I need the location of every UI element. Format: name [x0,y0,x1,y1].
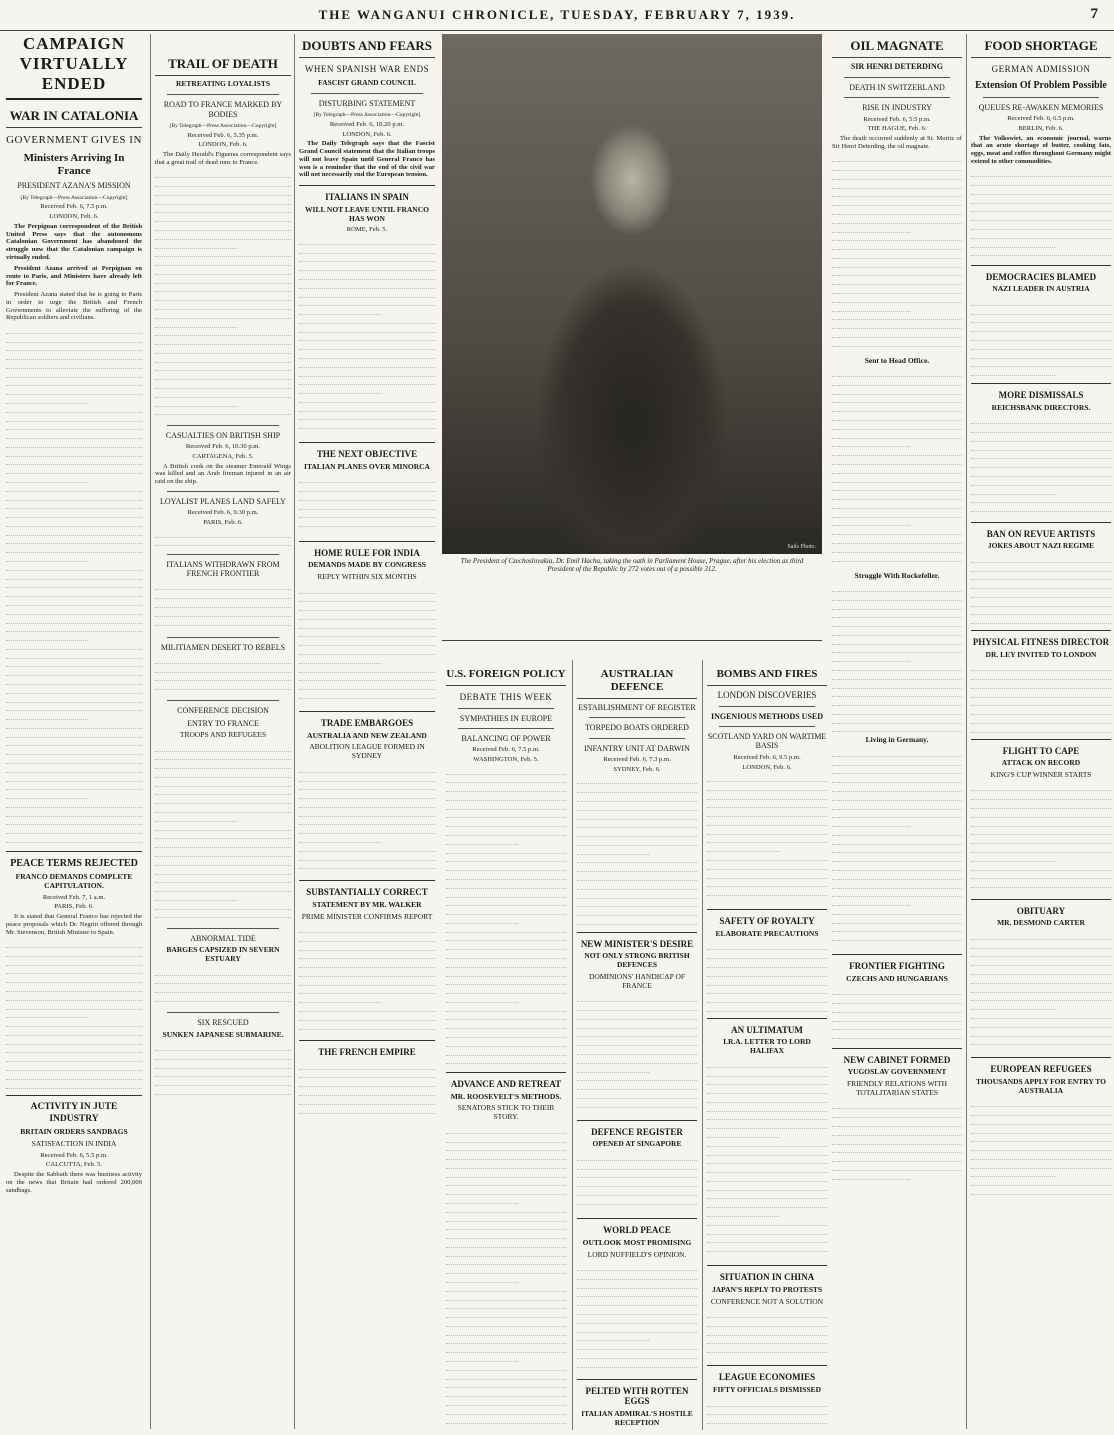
dateline: LONDON, Feb. 6. [742,763,792,771]
received-line: Received Feb. 6, 5.5 p.m. [863,115,931,123]
subhead-disturbing: DISTURBING STATEMENT [318,98,416,108]
column-6 [702,660,831,1430]
headline-french-empire: THE FRENCH EMPIRE [318,1047,416,1058]
article-body-text [707,1398,827,1430]
received-line: Received Feb. 6, 7.5 p.m. [40,203,108,211]
subhead-desmond-carter: MR. DESMOND CARTER [997,918,1085,928]
subhead-minorca: ITALIAN PLANES OVER MINORCA [304,461,430,471]
article-body-text [577,1263,697,1373]
headline-war-catalonia: WAR IN CATALONIA [6,108,142,128]
dateline: THE HAGUE, Feb. 6. [867,125,927,133]
subhead-not-solution: CONFERENCE NOT A SOLUTION [710,1296,824,1306]
article-body-text [707,942,827,1012]
article-body-text [577,994,697,1114]
headline-jute: ACTIVITY IN JUTE INDUSTRY [30,1102,118,1124]
subhead-singapore: OPENED AT SINGAPORE [592,1139,682,1149]
headline-trade-embargoes: TRADE EMBARGOES [320,717,414,728]
article-body-text [707,1059,827,1259]
headline-new-minister: NEW MINISTER'S DESIRE [580,938,694,949]
subhead-nazi-leader: NAZI LEADER IN AUSTRIA [992,284,1090,294]
headline-new-cabinet: NEW CABINET FORMED [843,1054,951,1065]
subhead-satisfaction: SATISFACTION IN INDIA [31,1138,117,1148]
article-body-text [832,1101,962,1181]
subhead-attack-record: ATTACK ON RECORD [1001,758,1081,768]
headline-six-rescued: SIX RESCUED [197,1018,249,1028]
headline-oil-magnate: OIL MAGNATE [832,38,962,58]
article-body-text [446,1125,566,1425]
dateline: BERLIN, Feb. 6. [1018,124,1064,132]
headline-us-foreign-policy: U.S. FOREIGN POLICY [446,668,566,686]
subhead-fascist-council: FASCIST GRAND COUNCIL [318,77,416,87]
column-7 [828,34,966,1429]
received-line: Received Feb. 6, 5.5 p.m. [40,1151,108,1159]
headline-situation-china: SITUATION IN CHINA [719,1272,815,1283]
headline-bombs-fires: BOMBS AND FIRES [707,668,827,686]
column-5 [572,660,701,1430]
subhead-dominions: DOMINIONS' HANDICAP OF FRANCE [588,972,686,990]
received-line: Received Feb. 6, 10.30 p.m. [185,443,261,451]
article-body-text [971,297,1111,377]
article-body-text [299,475,435,535]
headline-militiamen: MILITIAMEN DESERT TO REBELS [160,642,286,652]
subhead-outlook: OUTLOOK MOST PROMISING [582,1237,692,1247]
article-body-text [707,1309,827,1359]
dateline: CALCUTTA, Feb. 5. [45,1161,103,1169]
article-paragraph: The Volkswirt, an economic journal, warns that an acute shortage of butter, cooking fats, eggs, meat and coffee throughout Germany might extend to other commodities. [971,134,1111,165]
article-lead: The Perpignan correspondent of the British United Press says that the autonomous Catalonian Government has abandoned the struggle now that the Catalonian campaign is virtually ended. [6,222,142,261]
headline-world-peace: WORLD PEACE [603,1225,671,1236]
banner-headline: CAMPAIGN VIRTUALLY ENDED [6,34,142,100]
dateline: LONDON, Feb. 6. [198,141,248,149]
subhead-walker: STATEMENT BY MR. WALKER [312,899,422,909]
column-8 [966,34,1114,1429]
subhead-retreating: RETREATING LOYALISTS [176,79,270,89]
subhead-deterding: SIR HENRI DETERDING [850,62,944,72]
article-paragraph: President Azana stated that he is going to Paris in order to urge the British and French Governments to alleviate the suffering of the Republican soldiers and civilians. [6,291,142,322]
headline-physical-fitness: PHYSICAL FITNESS DIRECTOR [972,637,1110,648]
subhead-government: GOVERNMENT GIVES IN [6,134,142,147]
subhead-rise-industry: RISE IN INDUSTRY [862,103,932,113]
article-body-text [971,554,1111,624]
article-body-text [299,1061,435,1121]
subhead-fifty-officials: FIFTY OFFICIALS DISMISSED [712,1385,822,1395]
dateline: PARIS, Feb. 6. [203,519,243,527]
received-line: Received Feb. 6, 10.20 p.m. [329,120,405,128]
subhead-abolition: ABOLITION LEAGUE FORMED IN SYDNEY [309,742,425,761]
article-body-text [446,766,566,1066]
article-body-text [299,236,435,436]
article-body-text [155,1042,291,1102]
subhead-ingenious: INGENIOUS METHODS USED [710,711,824,721]
received-line: Received Feb. 6, 6.5 p.m. [1007,115,1075,123]
headline-substantially-correct: SUBSTANTIALLY CORRECT [306,887,428,898]
subhead-living-germany: Living in Germany. [865,735,929,745]
subhead-rockefeller: Struggle With Rockefeller. [854,570,940,580]
article-body-text [971,169,1111,259]
headline-trail-of-death: TRAIL OF DEATH [155,56,291,76]
headline-home-rule: HOME RULE FOR INDIA [314,547,420,558]
masthead-title: THE WANGANUI CHRONICLE, TUESDAY, FEBRUARY 7, 1939. [318,7,796,22]
subhead-troops: TROOPS AND REFUGEES [179,730,267,740]
received-line: Received Feb. 6, 5.35 p.m. [187,131,259,139]
headline-loyalist-planes: LOYALIST PLANES LAND SAFELY [160,496,286,506]
subhead-extension: Extension Of Problem Possible [975,79,1107,91]
subhead-when-war-ends: WHEN SPANISH WAR ENDS [304,64,430,75]
photo-caption: The President of Czechoslovakia, Dr. Emil Hacha, taking the oath in Parliament House, Prague, after his election as third President of the Republic by 272 votes out of a possible 312. [460,557,804,574]
headline-frontier-fighting: FRONTIER FIGHTING [849,961,945,972]
subhead-sandbags: BRITAIN ORDERS SANDBAGS [20,1126,128,1136]
column-1 [6,34,146,1429]
article-body-text [155,743,291,923]
headline-advance-retreat: ADVANCE AND RETREAT [450,1078,562,1089]
subhead-sympathies: SYMPATHIES IN EUROPE [459,713,553,723]
subhead-precautions: ELABORATE PRECAUTIONS [715,929,819,939]
subhead-establishment: ESTABLISHMENT OF REGISTER [578,702,696,712]
headline-pelted: PELTED WITH ROTTEN EGGS [585,1385,689,1407]
article-paragraph: President Azana arrived at Perpignan en route to Paris, and Ministers have already left for France. [6,264,142,288]
subhead-debate: DEBATE THIS WEEK [459,691,553,702]
dateline: WASHINGTON, Feb. 5. [473,756,539,764]
newspaper-masthead [0,0,1114,31]
dateline: PARIS, Feb. 6. [54,903,94,911]
subhead-six-months: REPLY WITHIN SIX MONTHS [317,572,417,582]
dateline: SYDNEY, Feb. 6. [613,766,661,774]
press-credit: [By Telegraph—Press Association—Copyright] [20,194,128,201]
received-line: Received Feb. 7, 1 a.m. [42,893,106,901]
headline-league-economies: LEAGUE ECONOMIES [718,1372,816,1383]
column-4 [442,660,570,1430]
subhead-head-office: Sent to Head Office. [864,355,930,365]
article-body-text [299,924,435,1034]
subhead-friendly-relations: FRIENDLY RELATIONS WITH TOTALITARIAN STATES [846,1079,948,1097]
subhead-torpedo: TORPEDO BOATS ORDERED [585,723,689,733]
headline-abnormal-tide: ABNORMAL TIDE [190,933,256,943]
subhead-balancing: BALANCING OF POWER [461,734,551,744]
headline-food-shortage: FOOD SHORTAGE [971,38,1111,58]
article-body-text [299,764,435,874]
article-body-text [971,931,1111,1051]
article-paragraph: The Daily Herald's Figueras correspondent says that a great trail of dead runs to France. [155,151,291,166]
article-body-text [155,967,291,1007]
headline-democracies-blamed: DEMOCRACIES BLAMED [985,271,1097,282]
article-body-text [155,582,291,632]
headline-more-dismissals: MORE DISMISSALS [998,390,1084,401]
news-photograph [442,34,822,579]
headline-european-refugees: EUROPEAN REFUGEES [990,1064,1092,1075]
press-credit: [By Telegraph—Press Association—Copyright] [313,112,421,119]
received-line: Received Feb. 6, 7.5 p.m. [472,746,540,754]
headline-italians-withdrawn: ITALIANS WITHDRAWN FROM FRENCH FRONTIER [166,559,280,579]
headline-australian-defence: AUSTRALIAN DEFENCE [577,668,697,699]
headline-ultimatum: AN ULTIMATUM [731,1024,803,1035]
subhead-nuffield: LORD NUFFIELD'S OPINION. [587,1249,687,1259]
subhead-london-discoveries: LONDON DISCOVERIES [717,689,817,700]
article-body-text [577,776,697,926]
headline-conference-decision: CONFERENCE DECISION [177,706,269,716]
article-body-text [707,773,827,903]
subhead-jokes: JOKES ABOUT NAZI REGIME [987,541,1095,551]
subhead-not-only: NOT ONLY STRONG BRITISH DEFENCES [584,951,690,970]
subhead-pm-confirms: PRIME MINISTER CONFIRMS REPORT [301,911,433,921]
headline-obituary: OBITUARY [1016,905,1066,916]
subhead-will-not-leave: WILL NOT LEAVE UNTIL FRANCO HAS WON [305,204,429,223]
subhead-thousands: THOUSANDS APPLY FOR ENTRY TO AUSTRALIA [976,1076,1106,1095]
photo-image [442,34,822,554]
headline-flight-cape: FLIGHT TO CAPE [1002,745,1080,756]
subhead-barges: BARGES CAPSIZED IN SEVERN ESTUARY [166,945,280,964]
headline-casualties: CASUALTIES ON BRITISH SHIP [165,430,281,440]
headline-peace-terms: PEACE TERMS REJECTED [10,858,138,870]
dateline: LONDON, Feb. 6. [342,130,392,138]
subhead-president: PRESIDENT AZANA'S MISSION [17,181,131,191]
article-body-text [577,1152,697,1212]
article-body-text [832,369,962,569]
article-body-text [832,583,962,733]
article-body-text [832,987,962,1042]
article-paragraph: Despite the Sabbath there was business activity on the news that Britain had ordered 200,000 sandbags. [6,1171,142,1194]
subhead-aus-nz: AUSTRALIA AND NEW ZEALAND [307,730,427,740]
headline-next-objective: THE NEXT OBJECTIVE [316,449,418,460]
article-body-text [155,529,291,549]
dateline: CARTAGENA, Feb. 5. [192,452,254,460]
headline-defence-register: DEFENCE REGISTER [591,1126,683,1137]
subhead-dr-ley: DR. LEY INVITED TO LONDON [985,649,1097,659]
article-paragraph: A British cook on the steamer Emerald Wings was killed and an Arab fireman injured in an air raid on the ship. [155,462,291,486]
subhead-submarine: SUNKEN JAPANESE SUBMARINE. [162,1029,284,1039]
subhead-czechs: CZECHS AND HUNGARIANS [846,973,948,983]
subhead-reichsbank: REICHSBANK DIRECTORS. [991,402,1091,412]
article-body-text [832,154,962,354]
received-line: Received Feb. 6, 9.5 p.m. [733,753,801,761]
article-body-text [832,748,962,948]
subhead-yugoslav: YUGOSLAV GOVERNMENT [847,1067,947,1077]
article-body-text [6,939,142,1089]
subhead-admiral: ITALIAN ADMIRAL'S HOSTILE RECEPTION [581,1408,693,1427]
headline-doubts-fears: DOUBTS AND FEARS [299,38,435,58]
subhead-entry-france: ENTRY TO FRANCE [187,718,259,728]
headline-safety-royalty: SAFETY OF ROYALTY [719,916,815,927]
dateline: LONDON, Feb. 6. [49,213,99,221]
press-credit: [By Telegraph—Press Association—Copyright] [169,123,277,130]
subhead-ministers: Ministers Arriving In France [23,152,125,178]
subhead-queues: QUEUES RE-AWAKEN MEMORIES [978,102,1104,112]
received-line: Received Feb. 6, 7.3 p.m. [603,756,671,764]
subhead-road: ROAD TO FRANCE MARKED BY BODIES [163,100,283,119]
photo-credit: Sails Photo. [787,544,816,550]
article-body-text [971,663,1111,733]
subhead-german-admission: GERMAN ADMISSION [991,64,1091,75]
article-paragraph: It is stated that General Franco has rejected the peace proposals which Dr. Negrin offered through Mr. Stevenson, British Minister to Spain. [6,913,142,936]
dateline: ROME, Feb. 5. [346,226,388,234]
article-body-text [971,416,1111,516]
headline-italians-spain: ITALIANS IN SPAIN [325,192,409,203]
article-body-text [6,325,142,845]
article-paragraph: The death occurred suddenly at St. Moritz of Sir Henri Deterding, the oil magnate. [832,135,962,150]
subhead-franco: FRANCO DEMANDS COMPLETE CAPITULATION. [15,871,133,890]
subhead-senators: SENATORS STICK TO THEIR STORY. [457,1103,555,1122]
subhead-japan-reply: JAPAN'S REPLY TO PROTESTS [711,1284,823,1294]
article-paragraph: The Daily Telegraph says that the Fascist Grand Council statement that the Italian troops will not leave Spain until General Franco has won is a reminder that the end of the civil war will not necessarily end the European tension. [299,140,435,179]
column-2 [150,34,295,1429]
received-line: Received Feb. 6, 9.30 p.m. [187,509,259,517]
subhead-death-switzerland: DEATH IN SWITZERLAND [849,82,945,92]
subhead-ira-letter: I.R.A. LETTER TO LORD HALIFAX [723,1037,811,1056]
subhead-kings-cup: KING'S CUP WINNER STARTS [990,770,1092,780]
page-number: 7 [1090,6,1100,22]
subhead-scotland-yard: SCOTLAND YARD ON WARTIME BASIS [707,732,827,751]
article-body-text [155,170,291,420]
column-3 [294,34,439,1429]
subhead-congress: DEMANDS MADE BY CONGRESS [308,560,426,570]
subhead-roosevelt: MR. ROOSEVELT'S METHODS. [450,1091,562,1101]
article-body-text [971,783,1111,893]
headline-ban-revue: BAN ON REVUE ARTISTS [986,528,1096,539]
article-body-text [299,585,435,705]
subhead-infantry: INFANTRY UNIT AT DARWIN [584,743,690,753]
article-body-text [155,655,291,695]
article-body-text [971,1099,1111,1199]
